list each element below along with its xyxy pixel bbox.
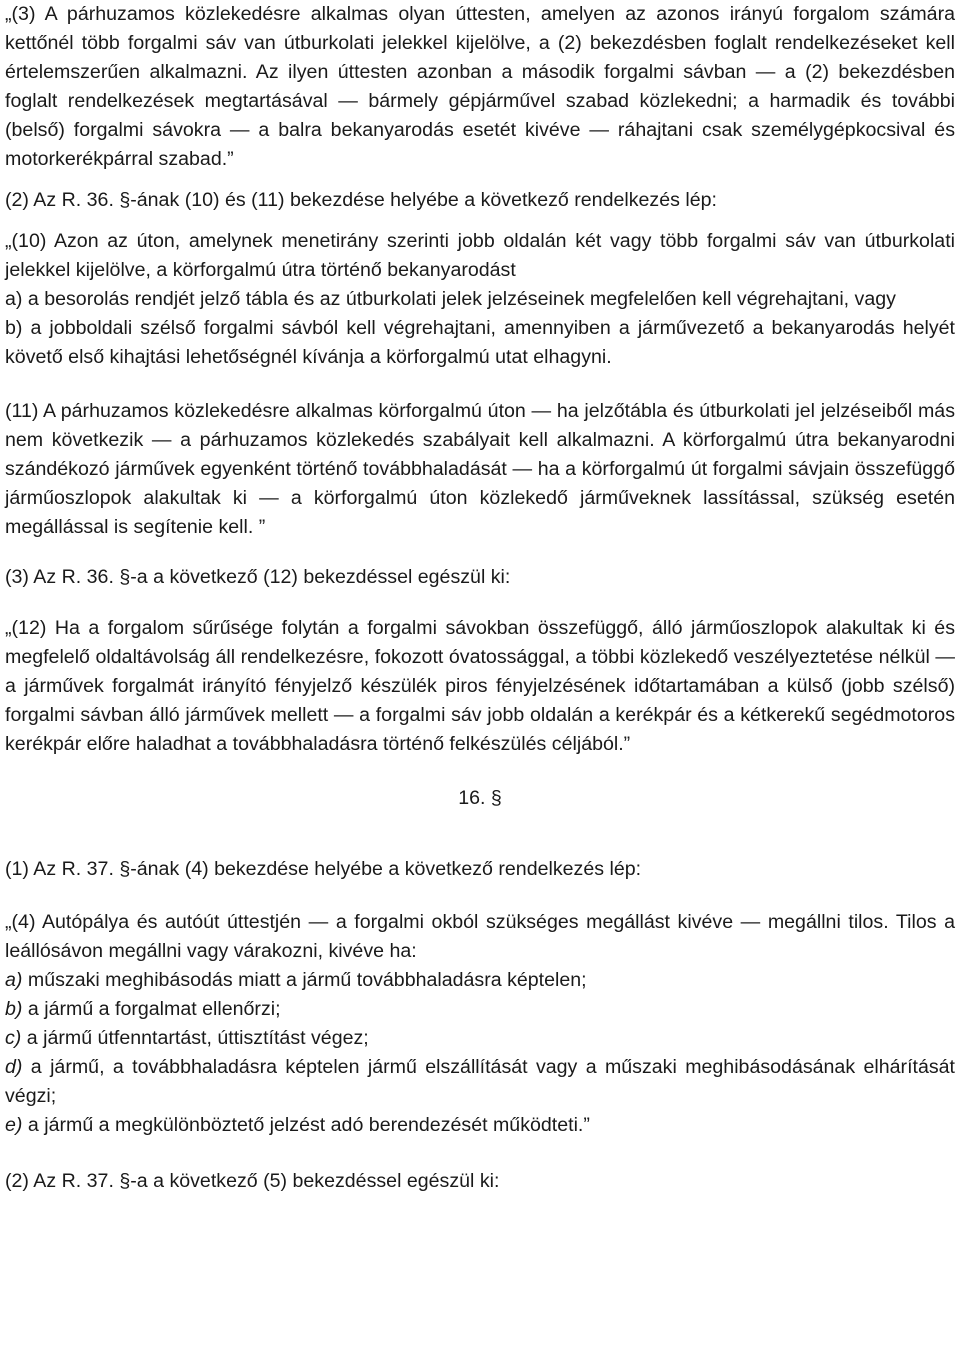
- list-item-letter: c): [5, 1027, 22, 1049]
- block-36-10: [5, 227, 955, 372]
- paragraph-amend-36-12: (3) Az R. 36. §-a a következő (12) bekezdéssel egészül ki:: [5, 566, 511, 588]
- paragraph-36-12: „(12) Ha a forgalom sűrűsége folytán a forgalmi sávokban összefüggő, álló járműoszlopok alakultak ki és megfelelő oldaltávolság áll rendelkezésre, fokozott óvatossággal, a többi közlekedő veszélyeztetése nélkül ― a járművek forgalmát irányító fényjelző készülék piros fényjelzésének időtartamában a külső (jobb szélső) forgalmi sávban álló járművek mellett ― a forgalmi sáv jobb oldalán a kerékpár és a kétkerekű segédmotoros kerékpár előre haladhat a továbbhaladásra történő felkészülés céljából.”: [5, 617, 955, 755]
- document-page: [5, 0, 955, 1196]
- list-item: [5, 995, 955, 1024]
- list-item-letter: e): [5, 1114, 23, 1136]
- paragraph-36-10-a: a) a besorolás rendjét jelző tábla és az útburkolati jelek jelzéseinek megfelelően kell végrehajtani, vagy: [5, 288, 896, 310]
- block-37-4: [5, 908, 955, 1140]
- list-item-text: műszaki meghibásodás miatt a jármű továbbhaladásra képtelen;: [22, 969, 587, 991]
- list-item-text: a jármű a forgalmat ellenőrzi;: [22, 998, 281, 1020]
- list-item: [5, 1111, 955, 1140]
- list-item-text: a jármű, a továbbhaladásra képtelen jármű elszállítását vagy a műszaki meghibásodásának elhárítását végzi;: [5, 1056, 955, 1107]
- list-item: [5, 1024, 955, 1053]
- paragraph-amend-37-5: (2) Az R. 37. §-a a következő (5) bekezdéssel egészül ki:: [5, 1170, 500, 1192]
- paragraph-36-11: (11) A párhuzamos közlekedésre alkalmas körforgalmú úton ― ha jelzőtábla és útburkolati jel jelzéseiből más nem következik ― a párhuzamos közlekedés szabályait kell alkalmazni. A körforgalmú útra bekanyarodni szándékozó járművek egyenként történő továbbhaladását ― ha a körforgalmú út forgalmi sávjain összefüggő járműoszlopok alakultak ki ― a körforgalmú úton közlekedő járműveknek lassítással, szükség esetén megállással is segítenie kell. ”: [5, 400, 955, 538]
- list-item-letter: b): [5, 998, 23, 1020]
- paragraph-36-3: „(3) A párhuzamos közlekedésre alkalmas olyan úttesten, amelyen az azonos irányú forgalom számára kettőnél több forgalmi sáv van útburkolati jelekkel kijelölve, a (2) bekezdésben foglalt rendelkezéseket kell értelemszerűen alkalmazni. Az ilyen úttesten azonban a második forgalmi sávban ― a (2) bekezdésben foglalt rendelkezések megtartásával ― bármely gépjárművel szabad közlekedni; a harmadik és további (belső) forgalmi sávokra ― a balra bekanyarodás esetét kivéve ― ráhajtani csak személygépkocsival és motorkerékpárral szabad.”: [5, 3, 955, 170]
- paragraph-37-4-intro: „(4) Autópálya és autóút úttestjén ― a forgalmi okból szükséges megállást kivéve ― megállni tilos. Tilos a leállósávon megállni vagy várakozni, kivéve ha:: [5, 911, 955, 962]
- list-item-text: a jármű útfenntartást, úttisztítást végez;: [21, 1027, 369, 1049]
- list-item-text: a jármű a megkülönböztető jelzést adó berendezését működteti.”: [22, 1114, 590, 1136]
- list-item-letter: a): [5, 969, 23, 991]
- paragraph-36-10-b: b) a jobboldali szélső forgalmi sávból kell végrehajtani, amennyiben a járművezető a bekanyarodás helyét követő első kihajtási lehetőségnél kívánja a körforgalmú utat elhagyni.: [5, 317, 955, 368]
- paragraph-36-10-intro: „(10) Azon az úton, amelynek menetirány szerinti jobb oldalán két vagy több forgalmi sáv van útburkolati jelekkel kijelölve, a körforgalmú útra történő bekanyarodást: [5, 230, 955, 281]
- paragraph-amend-36-10-11: (2) Az R. 36. §-ának (10) és (11) bekezdése helyébe a következő rendelkezés lép:: [5, 189, 717, 211]
- list-item-letter: d): [5, 1056, 23, 1078]
- list-item: [5, 1053, 955, 1111]
- paragraph-amend-37-4: (1) Az R. 37. §-ának (4) bekezdése helyébe a következő rendelkezés lép:: [5, 858, 642, 880]
- list-item: [5, 966, 955, 995]
- section-heading: 16. §: [458, 787, 502, 809]
